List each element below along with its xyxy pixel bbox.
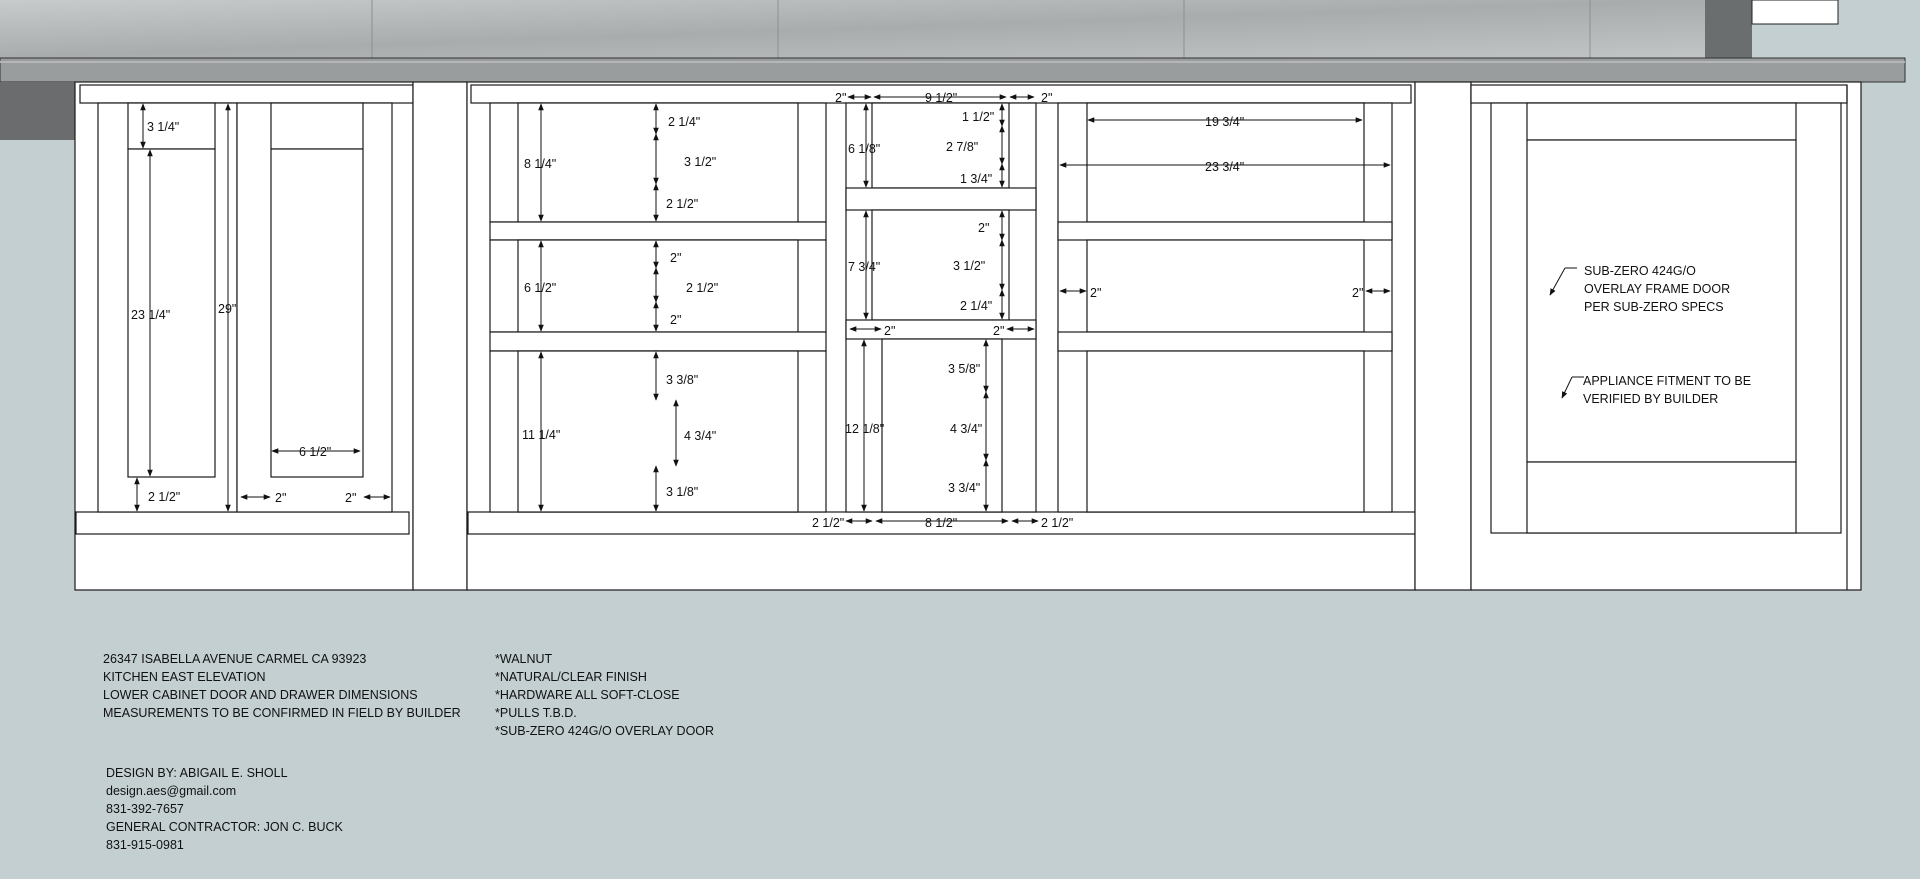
note-line: LOWER CABINET DOOR AND DRAWER DIMENSIONS — [103, 688, 418, 702]
dimension-label-c2-group: 7 3/4" — [848, 260, 881, 274]
spec-line: *NATURAL/CLEAR FINISH — [495, 670, 647, 684]
dimension-label-c3-mid: 4 3/4" — [950, 422, 983, 436]
dimension-label-c2-stile-right: 2" — [993, 324, 1005, 338]
callout-line: SUB-ZERO 424G/O — [1584, 264, 1696, 278]
credit-line: 831-915-0981 — [106, 838, 184, 852]
project-notes — [103, 650, 461, 722]
dimension-label-d3-group: 11 1/4" — [522, 428, 561, 442]
dimension-label-c3-top: 3 5/8" — [948, 362, 981, 376]
subzero-top-rail — [1471, 85, 1847, 103]
filler-2 — [1415, 82, 1471, 590]
subzero-door-top-rail — [1527, 103, 1796, 140]
spec-notes — [495, 650, 714, 740]
dimension-label-left-stile-a: 2" — [275, 491, 287, 505]
dimension-label-left-panel-width: 6 1/2" — [299, 445, 332, 459]
dimension-label-d1-top: 2 1/4" — [668, 115, 701, 129]
dimension-label-d2-bot: 2" — [670, 313, 682, 327]
dimension-label-d2-mid: 2 1/2" — [686, 281, 719, 295]
center-rail-1 — [846, 188, 1036, 210]
right-rail-1 — [1058, 222, 1392, 240]
subzero-callout — [1584, 262, 1730, 316]
dimension-label-left-top-rail: 3 1/4" — [147, 120, 180, 134]
filler-1 — [413, 82, 467, 590]
credit-line: design.aes@gmail.com — [106, 784, 237, 798]
center-drawer-3 — [882, 339, 1002, 512]
drawer-2-panel — [518, 240, 798, 332]
dimension-label-d1-mid: 3 1/2" — [684, 155, 717, 169]
dimension-label-d1-bot: 2 1/2" — [666, 197, 699, 211]
dimension-label-c2-stile-left: 2" — [884, 324, 896, 338]
left-door-b-panel — [271, 149, 363, 477]
dimension-label-right-overall-width: 23 3/4" — [1205, 160, 1245, 174]
drawer-rail-1 — [490, 222, 826, 240]
dimension-label-c2-bot: 2 1/4" — [960, 299, 993, 313]
drawer-rail-2 — [490, 332, 826, 351]
credits — [106, 764, 343, 854]
callout-line: PER SUB-ZERO SPECS — [1584, 300, 1724, 314]
credit-line: 831-392-7657 — [106, 802, 184, 816]
dimension-label-center-top-width: 9 1/2" — [925, 91, 958, 105]
dimension-label-d3-top: 3 3/8" — [666, 373, 699, 387]
credit-line: DESIGN BY: ABIGAIL E. SHOLL — [106, 766, 288, 780]
dimension-label-right-panel-width: 19 3/4" — [1205, 115, 1245, 129]
dimension-label-d2-top: 2" — [670, 251, 682, 265]
note-line: MEASUREMENTS TO BE CONFIRMED IN FIELD BY BUILDER — [103, 706, 461, 720]
note-line: 26347 ISABELLA AVENUE CARMEL CA 93923 — [103, 652, 367, 666]
dimension-label-left-stile-b: 2" — [345, 491, 357, 505]
backsplash — [0, 0, 1838, 58]
dimension-label-left-panel: 23 1/4" — [131, 308, 171, 322]
subzero-door-bottom-rail — [1527, 462, 1796, 533]
callout-line: OVERLAY FRAME DOOR — [1584, 282, 1731, 296]
dimension-label-d1-group: 8 1/4" — [524, 157, 557, 171]
dimension-label-right-stile-right: 2" — [1352, 286, 1364, 300]
note-line: KITCHEN EAST ELEVATION — [103, 670, 266, 684]
right-drawer-3-panel — [1087, 351, 1364, 512]
spec-line: *WALNUT — [495, 652, 553, 666]
dimension-label-d3-mid: 4 3/4" — [684, 429, 717, 443]
dimension-label-c1-top: 1 1/2" — [962, 110, 995, 124]
dimension-label-c1-bot: 1 3/4" — [960, 172, 993, 186]
dimension-label-center-top-left: 2" — [835, 91, 847, 105]
fitment-callout — [1583, 372, 1751, 408]
dimension-label-left-overall: 29" — [218, 302, 237, 316]
dimension-label-c3-group: 12 1/8" — [845, 422, 885, 436]
dimension-label-center-bot-right: 2 1/2" — [1041, 516, 1074, 530]
callout-line: APPLIANCE FITMENT TO BE — [1583, 374, 1752, 388]
dimension-label-c2-mid: 3 1/2" — [953, 259, 986, 273]
spec-line: *HARDWARE ALL SOFT-CLOSE — [495, 688, 680, 702]
dimension-label-d2-group: 6 1/2" — [524, 281, 557, 295]
dimension-label-center-bot-left: 2 1/2" — [812, 516, 845, 530]
right-rail-2 — [1058, 332, 1392, 351]
dimension-label-c3-bot: 3 3/4" — [948, 481, 981, 495]
right-drawer-2-panel — [1087, 240, 1364, 332]
drawer-1-panel — [518, 103, 798, 222]
dimension-label-center-bot-width: 8 1/2" — [925, 516, 958, 530]
cabinet-run — [75, 82, 1861, 590]
left-top-rail — [80, 85, 413, 103]
spec-line: *SUB-ZERO 424G/O OVERLAY DOOR — [495, 724, 715, 738]
dimension-label-center-top-right: 2" — [1041, 91, 1053, 105]
left-toe-rail — [76, 512, 409, 534]
dimension-label-c1-mid: 2 7/8" — [946, 140, 979, 154]
credit-line: GENERAL CONTRACTOR: JON C. BUCK — [106, 820, 343, 834]
dimension-label-d3-bot: 3 1/8" — [666, 485, 699, 499]
callout-line: VERIFIED BY BUILDER — [1583, 392, 1719, 406]
dimension-label-right-stile-left: 2" — [1090, 286, 1102, 300]
dimension-label-c1-group: 6 1/8" — [848, 142, 881, 156]
spec-line: *PULLS T.B.D. — [495, 706, 577, 720]
left-door-b-top-rail — [271, 103, 363, 149]
dimension-label-c2-top: 2" — [978, 221, 990, 235]
dimension-label-left-bottom-rail: 2 1/2" — [148, 490, 181, 504]
